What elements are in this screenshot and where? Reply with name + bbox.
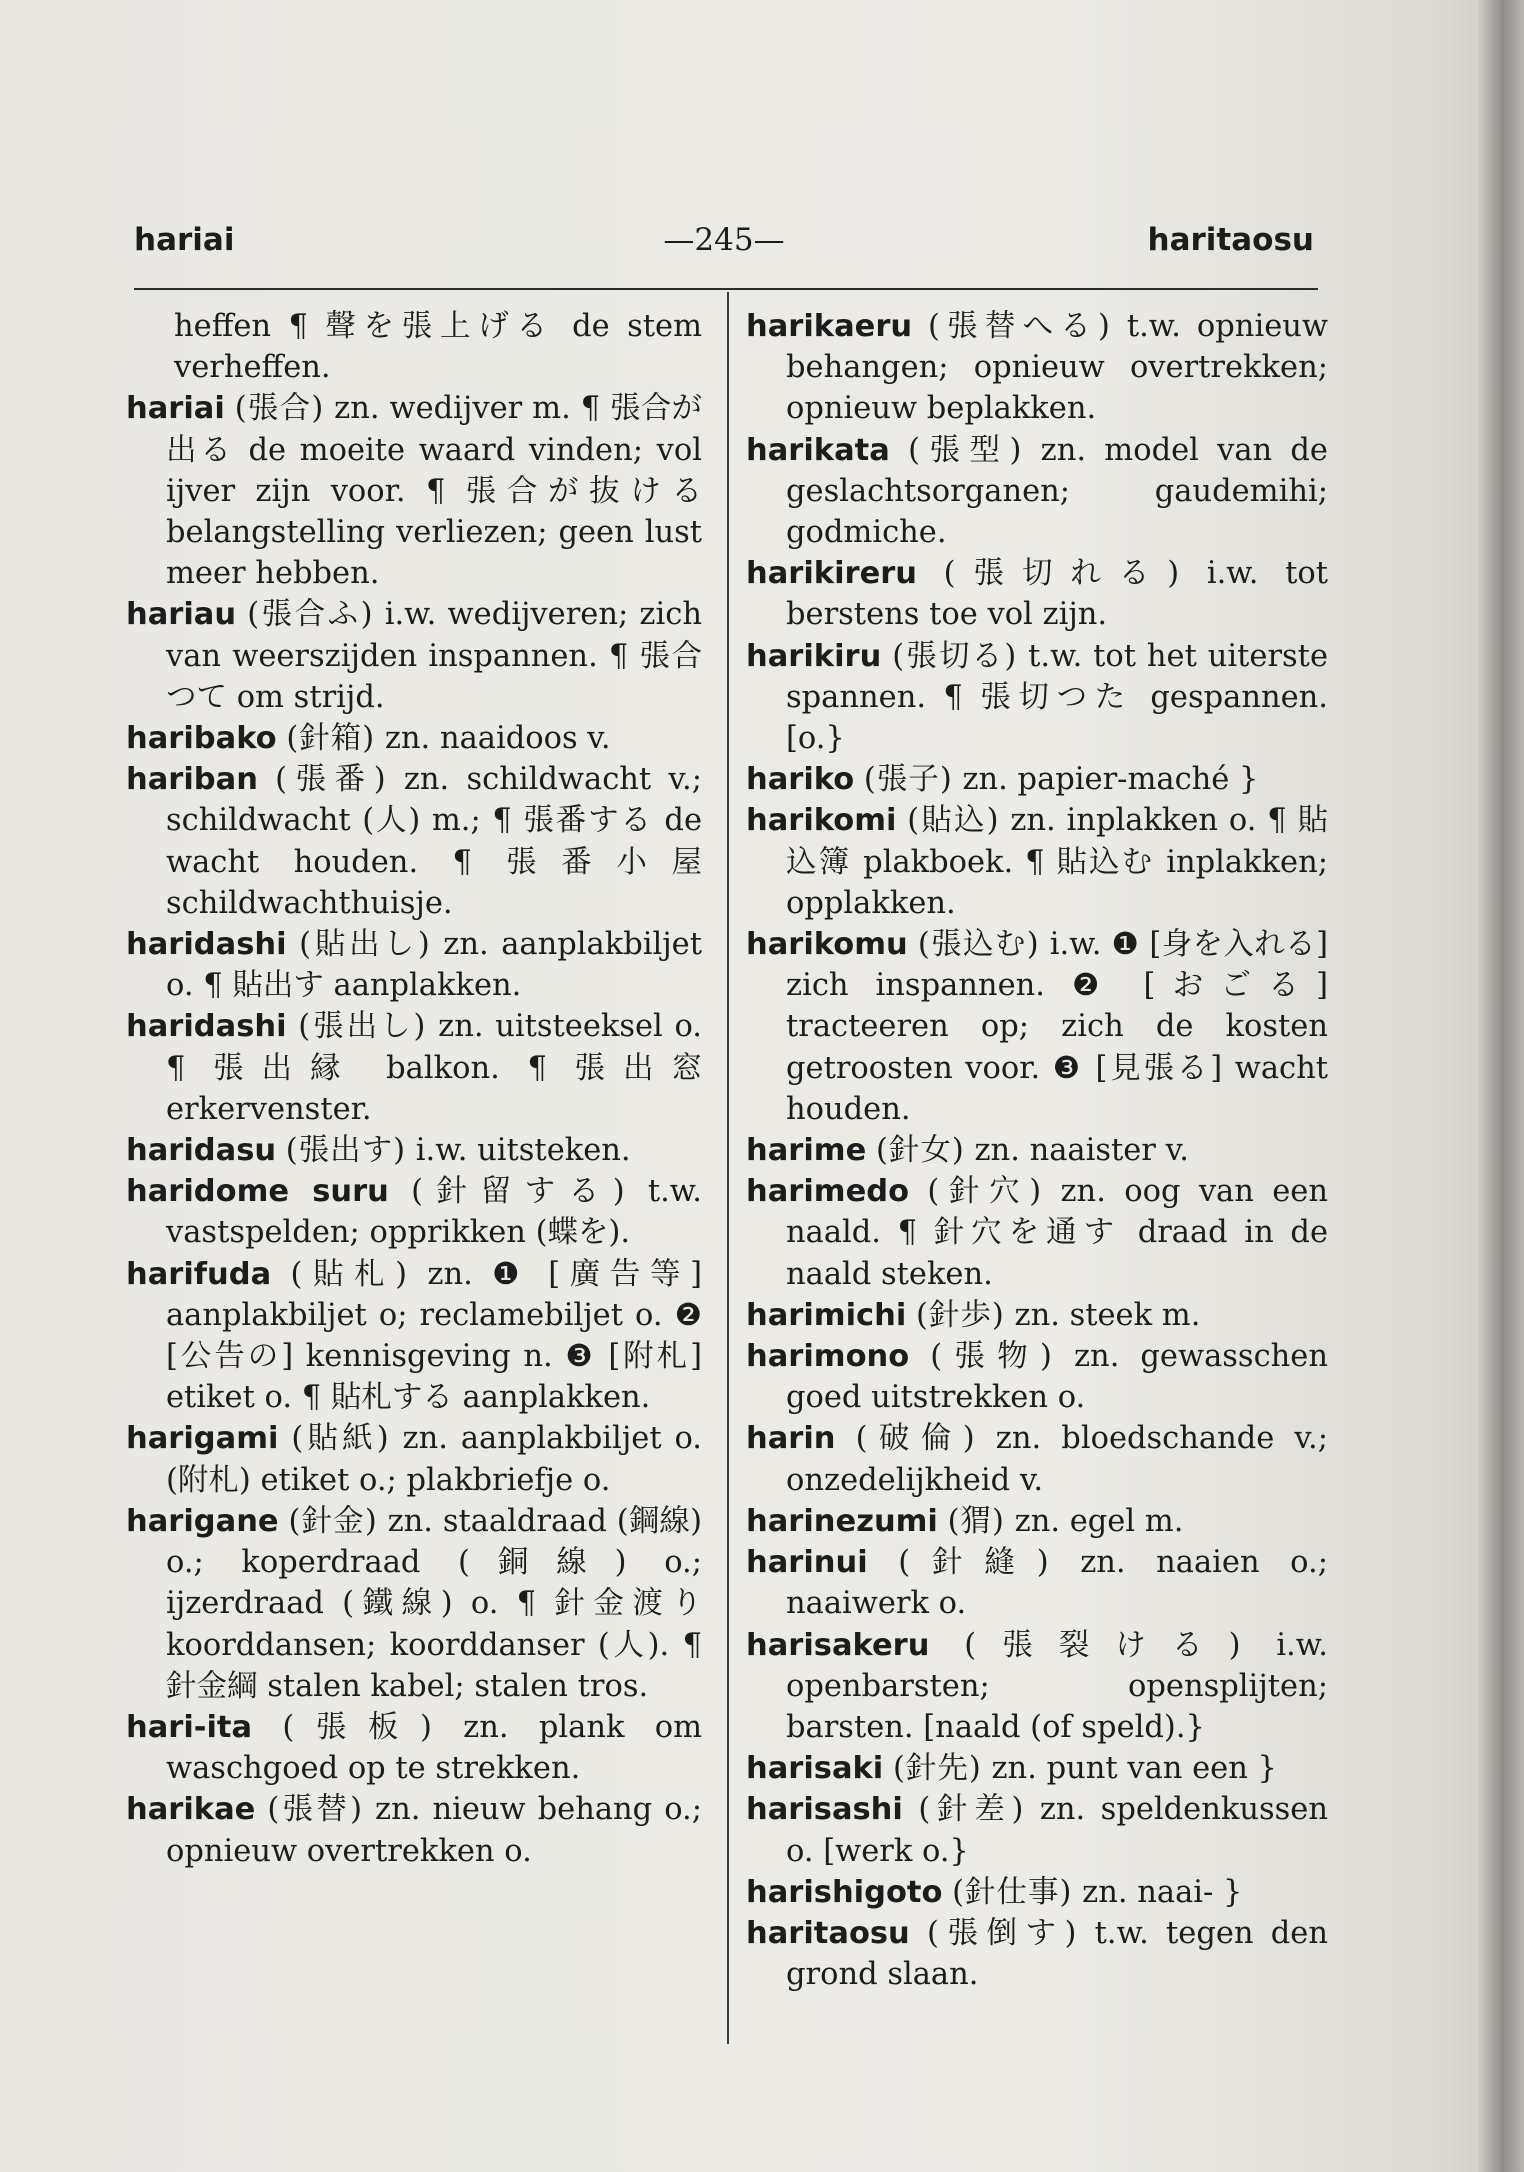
entry-text: zn. bloedschande v.; onzedelijkheid v.	[786, 1421, 1328, 1498]
entry-kanji: (張替へる)	[928, 309, 1111, 344]
entry-text: t.w. tegen den grond slaan.	[786, 1915, 1328, 1993]
entry-headword: harimono	[746, 1339, 910, 1375]
entry-kanji: (針箱)	[286, 721, 376, 757]
entry-text: zn. aanplakbiljet o. ¶ 貼出す aanplakken.	[166, 927, 702, 1004]
dictionary-entry	[746, 924, 1328, 1130]
page-number: —245—	[663, 222, 785, 258]
entry-headword: harigami	[126, 1421, 279, 1457]
book-spine-shadow	[1478, 0, 1524, 2172]
entry-headword: haridashi	[126, 1009, 287, 1045]
entry-headword: harikae	[126, 1792, 256, 1828]
entry-text: zn. naai- }	[1082, 1874, 1243, 1910]
entry-headword: harinezumi	[746, 1503, 938, 1539]
entry-kanji: (破倫)	[855, 1421, 976, 1457]
entry-headword: hariko	[746, 762, 855, 798]
dictionary-entry	[746, 1913, 1328, 1995]
entry-kanji: (針先)	[892, 1751, 982, 1787]
entry-text: zn. nieuw behang o.; opnieuw overtrekken o.	[166, 1792, 702, 1869]
entry-kanji: (猬)	[947, 1503, 1005, 1539]
dictionary-entry	[746, 553, 1328, 635]
entry-text: t.w. vastspelden; opprikken (蝶を).	[166, 1174, 702, 1251]
entry-text: i.w. uitsteken.	[415, 1133, 631, 1169]
entry-text: zn. naaien o.; naaiwerk o.	[786, 1545, 1328, 1622]
dictionary-entry	[746, 1130, 1328, 1171]
entry-text: zn. uitsteeksel o. ¶ 張出縁 balkon. ¶ 張出窓 erkervenster.	[166, 1009, 703, 1127]
dictionary-entry	[126, 1171, 702, 1253]
dictionary-entry	[126, 759, 702, 924]
entry-text: heffen ¶ 聲を張上げる de stem verheffen.	[174, 309, 702, 386]
entry-kanji: (張合ふ)	[247, 597, 374, 633]
entry-kanji: (針縫)	[898, 1545, 1050, 1581]
entry-headword: harin	[746, 1421, 836, 1457]
entry-headword: harikiru	[746, 638, 882, 674]
entry-kanji: (張裂ける)	[964, 1627, 1242, 1663]
entry-text: zn. wedijver m. ¶ 張合が出る de moeite waard vinden; vol ijver zijn voor. ¶ 張合が抜ける belangstelling verliezen; geen lust meer hebben.	[166, 391, 702, 592]
entry-headword: harigane	[126, 1503, 279, 1539]
dictionary-entry	[746, 1295, 1328, 1336]
dictionary-entry	[746, 430, 1328, 554]
entry-kanji: (張物)	[930, 1339, 1053, 1375]
entry-kanji: (張出し)	[298, 1009, 427, 1045]
dictionary-entry	[746, 1418, 1328, 1500]
dictionary-entry	[126, 1707, 702, 1789]
dictionary-entry	[746, 1872, 1328, 1913]
entry-text: zn. model van de geslachtsorganen; gaudemihi; godmiche.	[786, 432, 1328, 551]
entry-kanji: (針仕事)	[952, 1874, 1073, 1910]
entry-kanji: (貼紙)	[291, 1421, 390, 1457]
entry-text: zn. ❶ [廣告等] aanplakbiljet o; reclamebiljet o. ❷ [公告の] kennisgeving n. ❸ [附札] etiket o. ¶ 貼札する aanplakken.	[166, 1256, 702, 1416]
dictionary-entry	[126, 1789, 702, 1871]
entry-kanji: (張番)	[275, 762, 387, 798]
entry-headword: hariban	[126, 762, 258, 798]
entry-text: i.w. openbarsten; opensplijten; barsten. [naald (of speld).}	[786, 1627, 1328, 1745]
dictionary-entry	[746, 1748, 1328, 1789]
entry-headword: harikaeru	[746, 309, 913, 344]
left-guide-word: hariai	[134, 222, 235, 258]
entry-kanji: (張替)	[267, 1792, 364, 1828]
entry-text: i.w. ❶ [身を入れる] zich inspannen. ❷ [おごる] tracteeren op; zich de kosten getroosten voor. ❸ [見張る] wacht houden.	[786, 927, 1328, 1127]
dictionary-entry	[126, 1418, 702, 1500]
entry-text: zn. inplakken o. ¶ 貼込簿 plakboek. ¶ 貼込む inplakken; opplakken.	[786, 803, 1328, 921]
entry-kanji: (針留する)	[411, 1174, 626, 1210]
entry-text: zn. staaldraad (鋼線) o.; koperdraad (銅線) o.; ijzerdraad (鐵線) o. ¶ 針金渡り koorddansen; koorddanser (人). ¶ 針金綱 stalen kabel; stalen tros.	[166, 1503, 702, 1704]
entry-headword: harisashi	[746, 1792, 903, 1828]
dictionary-entry	[746, 636, 1328, 760]
entry-text: t.w. opnieuw behangen; opnieuw overtrekken; opnieuw beplakken.	[786, 309, 1328, 427]
right-column	[746, 306, 1328, 1995]
entry-kanji: (針女)	[875, 1133, 965, 1169]
entry-headword: haribako	[126, 721, 277, 757]
entry-kanji: (張出す)	[285, 1133, 407, 1169]
entry-text: zn. naaister v.	[974, 1133, 1189, 1169]
entry-kanji: (貼込)	[907, 803, 1000, 839]
entry-text: zn. oog van een naald. ¶ 針穴を通す draad in de naald steken.	[786, 1174, 1328, 1292]
entry-kanji: (張合)	[234, 391, 325, 427]
dictionary-entry	[746, 1171, 1328, 1295]
entry-headword: harimedo	[746, 1174, 910, 1210]
entry-headword: haridasu	[126, 1133, 277, 1169]
entry-text: zn. gewasschen goed uitstrekken o.	[786, 1339, 1328, 1416]
entry-text: zn. papier-maché }	[962, 762, 1259, 798]
entry-headword: harisaki	[746, 1751, 884, 1787]
entry-headword: harikomu	[746, 927, 908, 963]
entry-headword: hariau	[126, 597, 237, 633]
dictionary-entry	[746, 800, 1328, 924]
dictionary-entry	[746, 306, 1328, 430]
dictionary-entry	[746, 1501, 1328, 1542]
entry-kanji: (張倒す)	[927, 1915, 1078, 1951]
entry-headword: harisakeru	[746, 1627, 930, 1663]
dictionary-entry	[126, 388, 702, 594]
entry-text: zn. egel m.	[1014, 1503, 1184, 1539]
entry-headword: hari-ita	[126, 1709, 253, 1745]
entry-headword: harikireru	[746, 556, 918, 592]
entry-headword: haridome suru	[126, 1174, 389, 1210]
entry-kanji: (張込む)	[917, 927, 1040, 963]
entry-kanji: (張切れる)	[943, 556, 1181, 592]
entry-kanji: (針金)	[288, 1503, 378, 1539]
entry-headword: harikata	[746, 432, 890, 468]
entry-text: i.w. wedijveren; zich van weerszijden inspannen. ¶ 張合つて om strijd.	[166, 597, 702, 715]
entry-text: zn. punt van een }	[991, 1751, 1277, 1787]
running-header	[134, 222, 1314, 272]
entry-kanji: (針穴)	[927, 1174, 1043, 1210]
dictionary-entry	[126, 1006, 702, 1130]
dictionary-entry	[126, 1130, 702, 1171]
entry-text: zn. schildwacht v.; schildwacht (人) m.; ¶ 張番する de wacht houden. ¶ 張番小屋 schildwachthuisje.	[166, 762, 702, 921]
entry-kanji: (針差)	[918, 1792, 1025, 1828]
column-divider	[727, 292, 729, 2044]
entry-headword: haridashi	[126, 927, 287, 963]
entry-kanji: (張板)	[282, 1709, 433, 1745]
entry-headword: hariai	[126, 391, 225, 427]
dictionary-entry	[126, 306, 702, 388]
entry-kanji: (貼札)	[290, 1256, 409, 1292]
entry-headword: harime	[746, 1133, 867, 1169]
entry-kanji: (張子)	[863, 762, 953, 798]
entry-text: t.w. tot het uiterste spannen. ¶ 張切つた gespannen. [o.}	[786, 638, 1328, 757]
entry-kanji: (張切る)	[892, 638, 1018, 674]
right-guide-word: haritaosu	[1147, 222, 1314, 258]
left-column	[126, 306, 702, 1872]
entry-headword: harifuda	[126, 1256, 272, 1292]
entry-text: i.w. tot berstens toe vol zijn.	[786, 556, 1328, 633]
entry-text: zn. steek m.	[1014, 1297, 1201, 1333]
entry-kanji: (針歩)	[915, 1297, 1005, 1333]
dictionary-entry	[746, 1789, 1328, 1871]
entry-kanji: (貼出し)	[299, 927, 431, 963]
dictionary-entry	[746, 759, 1328, 800]
dictionary-entry	[126, 924, 702, 1006]
entry-kanji: (張型)	[908, 432, 1023, 468]
entry-text: zn. naaidoos v.	[384, 721, 611, 757]
dictionary-entry	[126, 1501, 702, 1707]
dictionary-entry	[126, 594, 702, 718]
header-rule	[134, 288, 1318, 290]
entry-headword: harinui	[746, 1545, 868, 1581]
dictionary-entry	[746, 1336, 1328, 1418]
dictionary-entry	[746, 1625, 1328, 1749]
entry-headword: harimichi	[746, 1297, 907, 1333]
entry-headword: harikomi	[746, 803, 897, 839]
dictionary-entry	[126, 718, 702, 759]
entry-headword: harishigoto	[746, 1874, 943, 1910]
entry-text: zn. plank om waschgoed op te strekken.	[166, 1709, 702, 1787]
dictionary-entry	[126, 1254, 702, 1419]
entry-headword: haritaosu	[746, 1915, 910, 1951]
entry-text: zn. aanplakbiljet o. (附札) etiket o.; plakbriefje o.	[166, 1421, 702, 1498]
dictionary-entry	[746, 1542, 1328, 1624]
entry-text: zn. speldenkussen o. [werk o.}	[786, 1792, 1328, 1869]
